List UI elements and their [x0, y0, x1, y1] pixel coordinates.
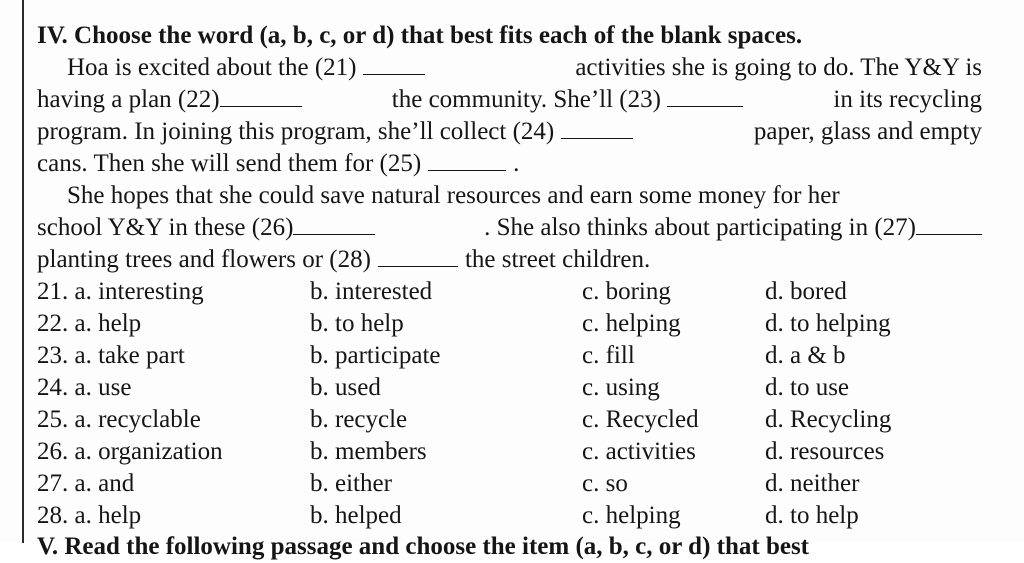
option-a	[37, 468, 134, 500]
option-a	[37, 372, 131, 404]
next-section-heading-cut	[37, 531, 982, 560]
option-a	[37, 500, 141, 532]
option-d: d. to help	[765, 502, 859, 529]
section-heading: IV. Choose the word (a, b, c, or d) that best fits each of the blank spaces.	[37, 22, 803, 49]
passage-line-3	[37, 116, 982, 148]
option-b: b. members	[310, 438, 427, 465]
passage-text: cans. Then she will send them for (25)	[37, 150, 422, 177]
question-row	[37, 308, 997, 340]
blank-28	[378, 244, 458, 267]
option-b: b. recycle	[310, 406, 408, 433]
passage-line-5	[37, 180, 982, 212]
question-row	[37, 468, 997, 500]
passage-line-2	[37, 84, 982, 116]
blank-23	[667, 84, 743, 107]
passage-text: school Y&Y in these (26)	[37, 214, 294, 241]
blank-22	[220, 84, 302, 107]
option-a-text: a. recyclable	[74, 406, 201, 433]
question-number: 28.	[37, 502, 69, 529]
question-row	[37, 404, 997, 436]
passage-text: the street children.	[464, 246, 651, 273]
question-number: 27.	[37, 470, 69, 497]
option-a-text: a. use	[74, 374, 132, 401]
blank-24	[561, 116, 633, 139]
question-row	[37, 372, 997, 404]
question-number: 26.	[37, 438, 69, 465]
option-a-text: a. and	[74, 470, 135, 497]
option-a-text: a. help	[74, 502, 142, 529]
question-number: 24.	[37, 374, 69, 401]
option-d: d. to helping	[765, 310, 891, 337]
option-c: c. so	[582, 470, 628, 497]
option-c: c. using	[582, 374, 660, 401]
option-a-text: a. organization	[74, 438, 223, 465]
passage-line-1	[37, 52, 982, 84]
question-row	[37, 276, 997, 308]
option-c: c. fill	[582, 342, 635, 369]
option-d: d. resources	[765, 438, 885, 465]
option-c: c. helping	[582, 310, 681, 337]
passage-text: the community. She’ll (23)	[391, 86, 661, 113]
passage-text: in its recycling	[833, 86, 982, 113]
option-b: b. participate	[310, 342, 441, 369]
option-d: d. Recycling	[765, 406, 892, 433]
passage-text: She hopes that she could save natural resources and earn some money for her	[67, 182, 840, 209]
option-b: b. interested	[310, 278, 433, 305]
passage-line-6	[37, 212, 982, 244]
passage-text: program. In joining this program, she’ll collect (24)	[37, 118, 555, 145]
passage-text: planting trees and flowers or (28)	[37, 246, 371, 273]
question-number: 23.	[37, 342, 69, 369]
option-a	[37, 276, 204, 308]
passage-text: . She also thinks about participating in (27)	[484, 214, 916, 241]
question-row	[37, 340, 997, 372]
option-a	[37, 404, 201, 436]
passage-text: paper, glass and empty	[753, 118, 982, 145]
passage-line-7	[37, 244, 982, 276]
option-c: c. Recycled	[582, 406, 699, 433]
option-c: c. activities	[582, 438, 696, 465]
option-c: c. boring	[582, 278, 671, 305]
question-row	[37, 500, 997, 532]
option-d: d. to use	[765, 374, 850, 401]
option-a-text: a. interesting	[74, 278, 204, 305]
blank-27	[916, 212, 982, 235]
next-heading-text: V. Read the following passage and choose the item (a, b, c, or d) that best	[37, 533, 809, 560]
option-b: b. to help	[310, 310, 404, 337]
margin-line	[22, 0, 24, 543]
passage-text: .	[513, 150, 520, 177]
option-a-text: a. help	[74, 310, 142, 337]
blank-26	[293, 212, 375, 235]
question-number: 21.	[37, 278, 69, 305]
option-c: c. helping	[582, 502, 681, 529]
option-b: b. helped	[310, 502, 402, 529]
blank-21	[363, 52, 425, 75]
blank-25	[428, 148, 506, 171]
option-d: d. neither	[765, 470, 860, 497]
option-a	[37, 340, 185, 372]
option-a-text: a. take part	[74, 342, 185, 369]
passage-text: having a plan (22)	[37, 86, 220, 113]
option-a	[37, 436, 223, 468]
passage-line-4	[37, 148, 982, 180]
question-number: 22.	[37, 310, 69, 337]
option-d: d. a & b	[765, 342, 846, 369]
option-d: d. bored	[765, 278, 847, 305]
passage-text: activities she is going to do. The Y&Y is	[575, 54, 982, 81]
option-b: b. used	[310, 374, 381, 401]
question-number: 25.	[37, 406, 69, 433]
question-row	[37, 436, 997, 468]
option-a	[37, 308, 141, 340]
option-b: b. either	[310, 470, 392, 497]
passage-text: Hoa is excited about the (21)	[67, 54, 357, 81]
